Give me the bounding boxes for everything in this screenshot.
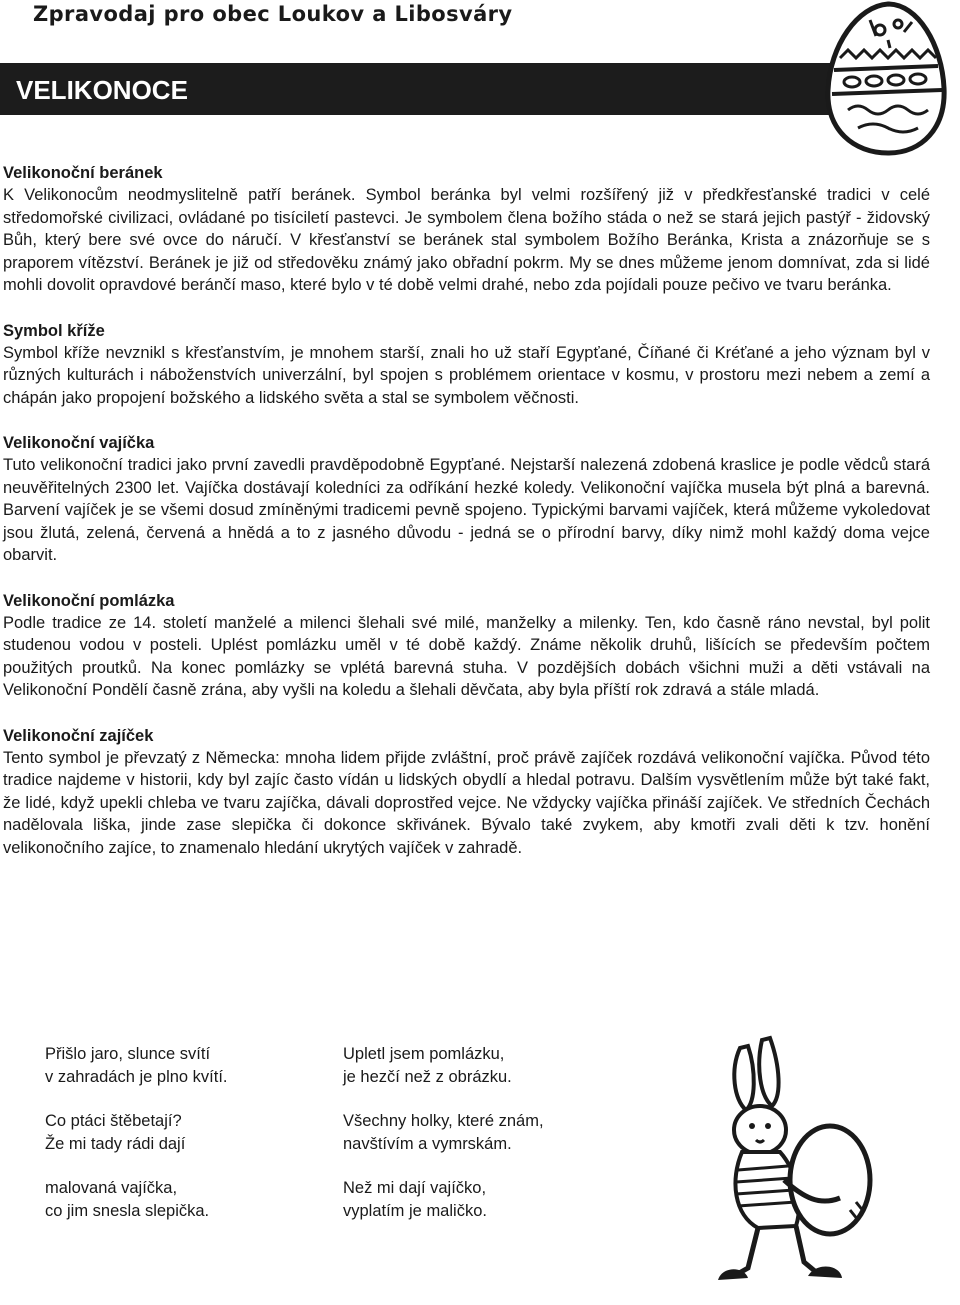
poem-line: je hezčí než z obrázku. bbox=[343, 1067, 512, 1086]
poem-stanza bbox=[45, 1110, 345, 1155]
poem-line: malovaná vajíčka, bbox=[45, 1179, 178, 1197]
section-heading: Symbol kříže bbox=[3, 321, 105, 340]
poem-stanza bbox=[343, 1043, 643, 1088]
banner-title: VELIKONOCE bbox=[16, 75, 188, 105]
section-body: Tento symbol je převzatý z Německa: mnoha lidem přijde zvláštní, proč právě zajíček rozdává velikonoční vajíčka. Původ této tradice najdeme v historii, kdy byl zajíc často vídán u lidských obydlí a hledal potravu. Dalším vysvětlením může být také fakt, že lidé, když upekli chleba ve tvaru zajíčka, dávali doprostřed vejce. Ne vždycky vajíčka přináší zajíček. Ve středních Čechách nadělovala liška, jinde zase slepička či dokonce skřivánek. Bývalo také zvykem, aby kmotři zvali děti k tzv. honění velikonočního zajíce, to znamenalo hledání ukrytých vajíček v zahradě. bbox=[3, 748, 930, 857]
section-heading: Velikonoční zajíček bbox=[3, 726, 154, 745]
poem-line: Než mi dají vajíčko, bbox=[343, 1179, 487, 1197]
section-banner bbox=[0, 63, 940, 115]
decorated-easter-egg-icon bbox=[818, 0, 956, 158]
section-pomlazka bbox=[3, 590, 930, 702]
poem-line: co jim snesla slepička. bbox=[45, 1201, 210, 1220]
poem-stanza bbox=[343, 1177, 643, 1222]
poem-left bbox=[45, 1043, 345, 1244]
section-heading: Velikonoční beránek bbox=[3, 164, 163, 182]
newsletter-title: Zpravodaj pro obec Loukov a Libosváry bbox=[33, 2, 513, 26]
poem-line: Že mi tady rádi dají bbox=[45, 1134, 186, 1153]
poem-line: navštívím a vymrskám. bbox=[343, 1134, 512, 1153]
section-body: Symbol kříže nevznikl s křesťanstvím, je mnohem starší, znali ho už staří Egypťané, Číňané či Kréťané a jeho význam byl v různých kulturách i náboženstvích univerzální, byl spojen s problémem orientace v kosmu, v prostoru mezi nebem a zemí a chápán jako propojení božského a lidského světa a stal se symbolem věčnosti. bbox=[3, 343, 930, 407]
section-bunny bbox=[3, 725, 930, 860]
section-body: K Velikonocům neodmyslitelně patří beránek. Symbol beránka byl velmi rozšířený již v předkřesťanské tradici v celé středomořské civilizaci, ovládané po tisíciletí pastevci. Je symbolem člena božího stáda o než se stará jejich pastýř - židovský Bůh, který bere své ovce do náručí. V křesťanství se beránek stal symbolem Božího Beránka, Krista a znázorňuje se s praporem vítězství. Beránek je již od středověku známý jako obřadní pokrm. My se dnes můžeme jenom domnívat, zda si lidé mohli dovolit opravdové beránčí maso, které bylo v té době velmi drahé, nebo zda pojídali pouze pečivo ve tvaru beránka. bbox=[3, 186, 930, 294]
section-heading: Velikonoční pomlázka bbox=[3, 591, 175, 610]
poem-line: Přišlo jaro, slunce svítí bbox=[45, 1045, 211, 1063]
poem-right bbox=[343, 1043, 643, 1244]
poem-line: Co ptáci štěbetají? bbox=[45, 1112, 182, 1130]
poem-line: v zahradách je plno kvítí. bbox=[45, 1067, 228, 1086]
section-lamb bbox=[3, 162, 930, 297]
bunny-carrying-egg-icon bbox=[700, 1030, 900, 1300]
poem-stanza bbox=[45, 1177, 345, 1222]
section-body: Tuto velikonoční tradici jako první zavedli pravděpodobně Egypťané. Nejstarší nalezená zdobená kraslice je podle vědců stará neuvěřitelných 2300 let. Vajíčka dostávají koledníci za odříkání hezké koledy. Velikonoční vajíčka musela být plná a barevná. Barvení vajíček je se všemi dosud zmíněnými tradicemi pevně spojeno. Typickými barvami vajíček, která můžeme vykoledovat jsou žlutá, zelená, červená a hnědá a to z jasného důvodu - jedná se o přírodní barvy, díky nimž mohl každý doma vejce obarvit. bbox=[3, 456, 930, 564]
poem-stanza bbox=[45, 1043, 345, 1088]
section-heading: Velikonoční vajíčka bbox=[3, 434, 155, 452]
section-body: Podle tradice ze 14. století manželé a milenci šlehali své milé, manželky a milenky. Ten, kdo časně ráno nevstal, byl polit studenou vodou v posteli. Uplést pomlázku uměl v té době každý. Známe několik druhů, lišících se především počtem použitých proutků. Na konec pomlázky se vplétá barevná stuha. V pozdějších dobách všichni muži a děti vstávali na Velikonoční Pondělí časně zrána, aby vyšli na koledu a šlehali děvčata, aby byla příští rok zdravá a stále mladá. bbox=[3, 613, 930, 699]
section-cross bbox=[3, 320, 930, 410]
section-eggs bbox=[3, 432, 930, 567]
poem-stanza bbox=[343, 1110, 643, 1155]
poem-line: Upletl jsem pomlázku, bbox=[343, 1045, 505, 1063]
article-content bbox=[3, 162, 930, 882]
poem-line: Všechny holky, které znám, bbox=[343, 1112, 544, 1130]
poem-line: vyplatím je maličko. bbox=[343, 1201, 487, 1220]
